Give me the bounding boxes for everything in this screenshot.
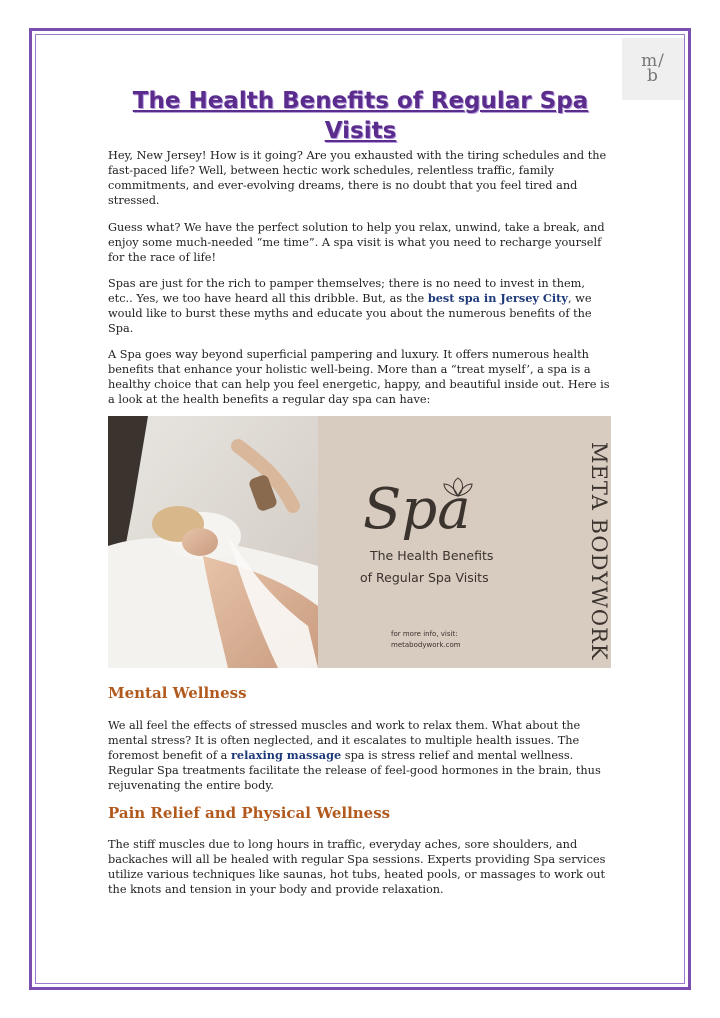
intro-paragraph-3: Spas are just for the rich to pamper themselves; there is no need to invest in them, etc.. Yes, we too have heard all this dribble. But, as the best spa in Jersey City, we would like to burst these myths and educate you about the numerous benefits of the Spa. [108,277,592,335]
intro-paragraph-1: Hey, New Jersey! How is it going? Are you exhausted with the tiring schedules and the fast-paced life? Well, between hectic work schedules, relentless traffic, family commitments, and ever-evolving dreams, there is no doubt that you feel tired and stressed. [108,149,607,207]
heading-mental-wellness: Mental Wellness [108,684,247,702]
title-line-2: Visits [324,118,397,144]
hero-heading-line-1: The Health Benefits [370,548,494,563]
hero-info-line-2: metabodywork.com [391,641,461,649]
best-spa-link[interactable]: best spa in Jersey City [427,291,568,305]
hero-heading-line-2: of Regular Spa Visits [360,570,489,585]
hero-info-line-1: for more info, visit: [391,630,458,638]
hero-brand-vertical: META BODYWORK [587,442,611,661]
intro-paragraph-2: Guess what? We have the perfect solution to help you relax, unwind, take a break, and enjoy some much-needed “me time”. A spa visit is what you need to recharge yourself for the race of life! [108,221,605,264]
mental-wellness-paragraph: We all feel the effects of stressed muscles and work to relax them. What about the mental stress? It is often neglected, and it escalates to multiple health issues. The foremost benefit of a relaxing massage spa is stress relief and mental wellness. Regular Spa treatments facilitate the release of feel-good hormones in the brain, thus rejuvenating the entire body. [108,719,601,792]
heading-pain-relief: Pain Relief and Physical Wellness [108,804,391,822]
pain-relief-paragraph: The stiff muscles due to long hours in traffic, everyday aches, sore shoulders, and backaches will all be healed with regular Spa sessions. Experts providing Spa services utilize various techniques like saunas, hot tubs, heated pools, or massages to work out the knots and tension in your body and provide relaxation. [108,838,606,896]
document-title [108,86,613,146]
title-line-1: The Health Benefits of Regular Spa [132,88,589,114]
hero-script-word: Spa [363,477,471,542]
hero-banner-image [108,416,611,668]
intro-paragraph-4: A Spa goes way beyond superficial pampering and luxury. It offers numerous health benefits that enhance your holistic well-being. More than a “treat myself’, a spa is a healthy choice that can help you feel energetic, happy, and beautiful inside out. Here is a look at the health benefits a regular day spa can have: [108,348,610,406]
brand-logo: m/ b [622,38,684,100]
relaxing-massage-link[interactable]: relaxing massage [230,748,342,762]
